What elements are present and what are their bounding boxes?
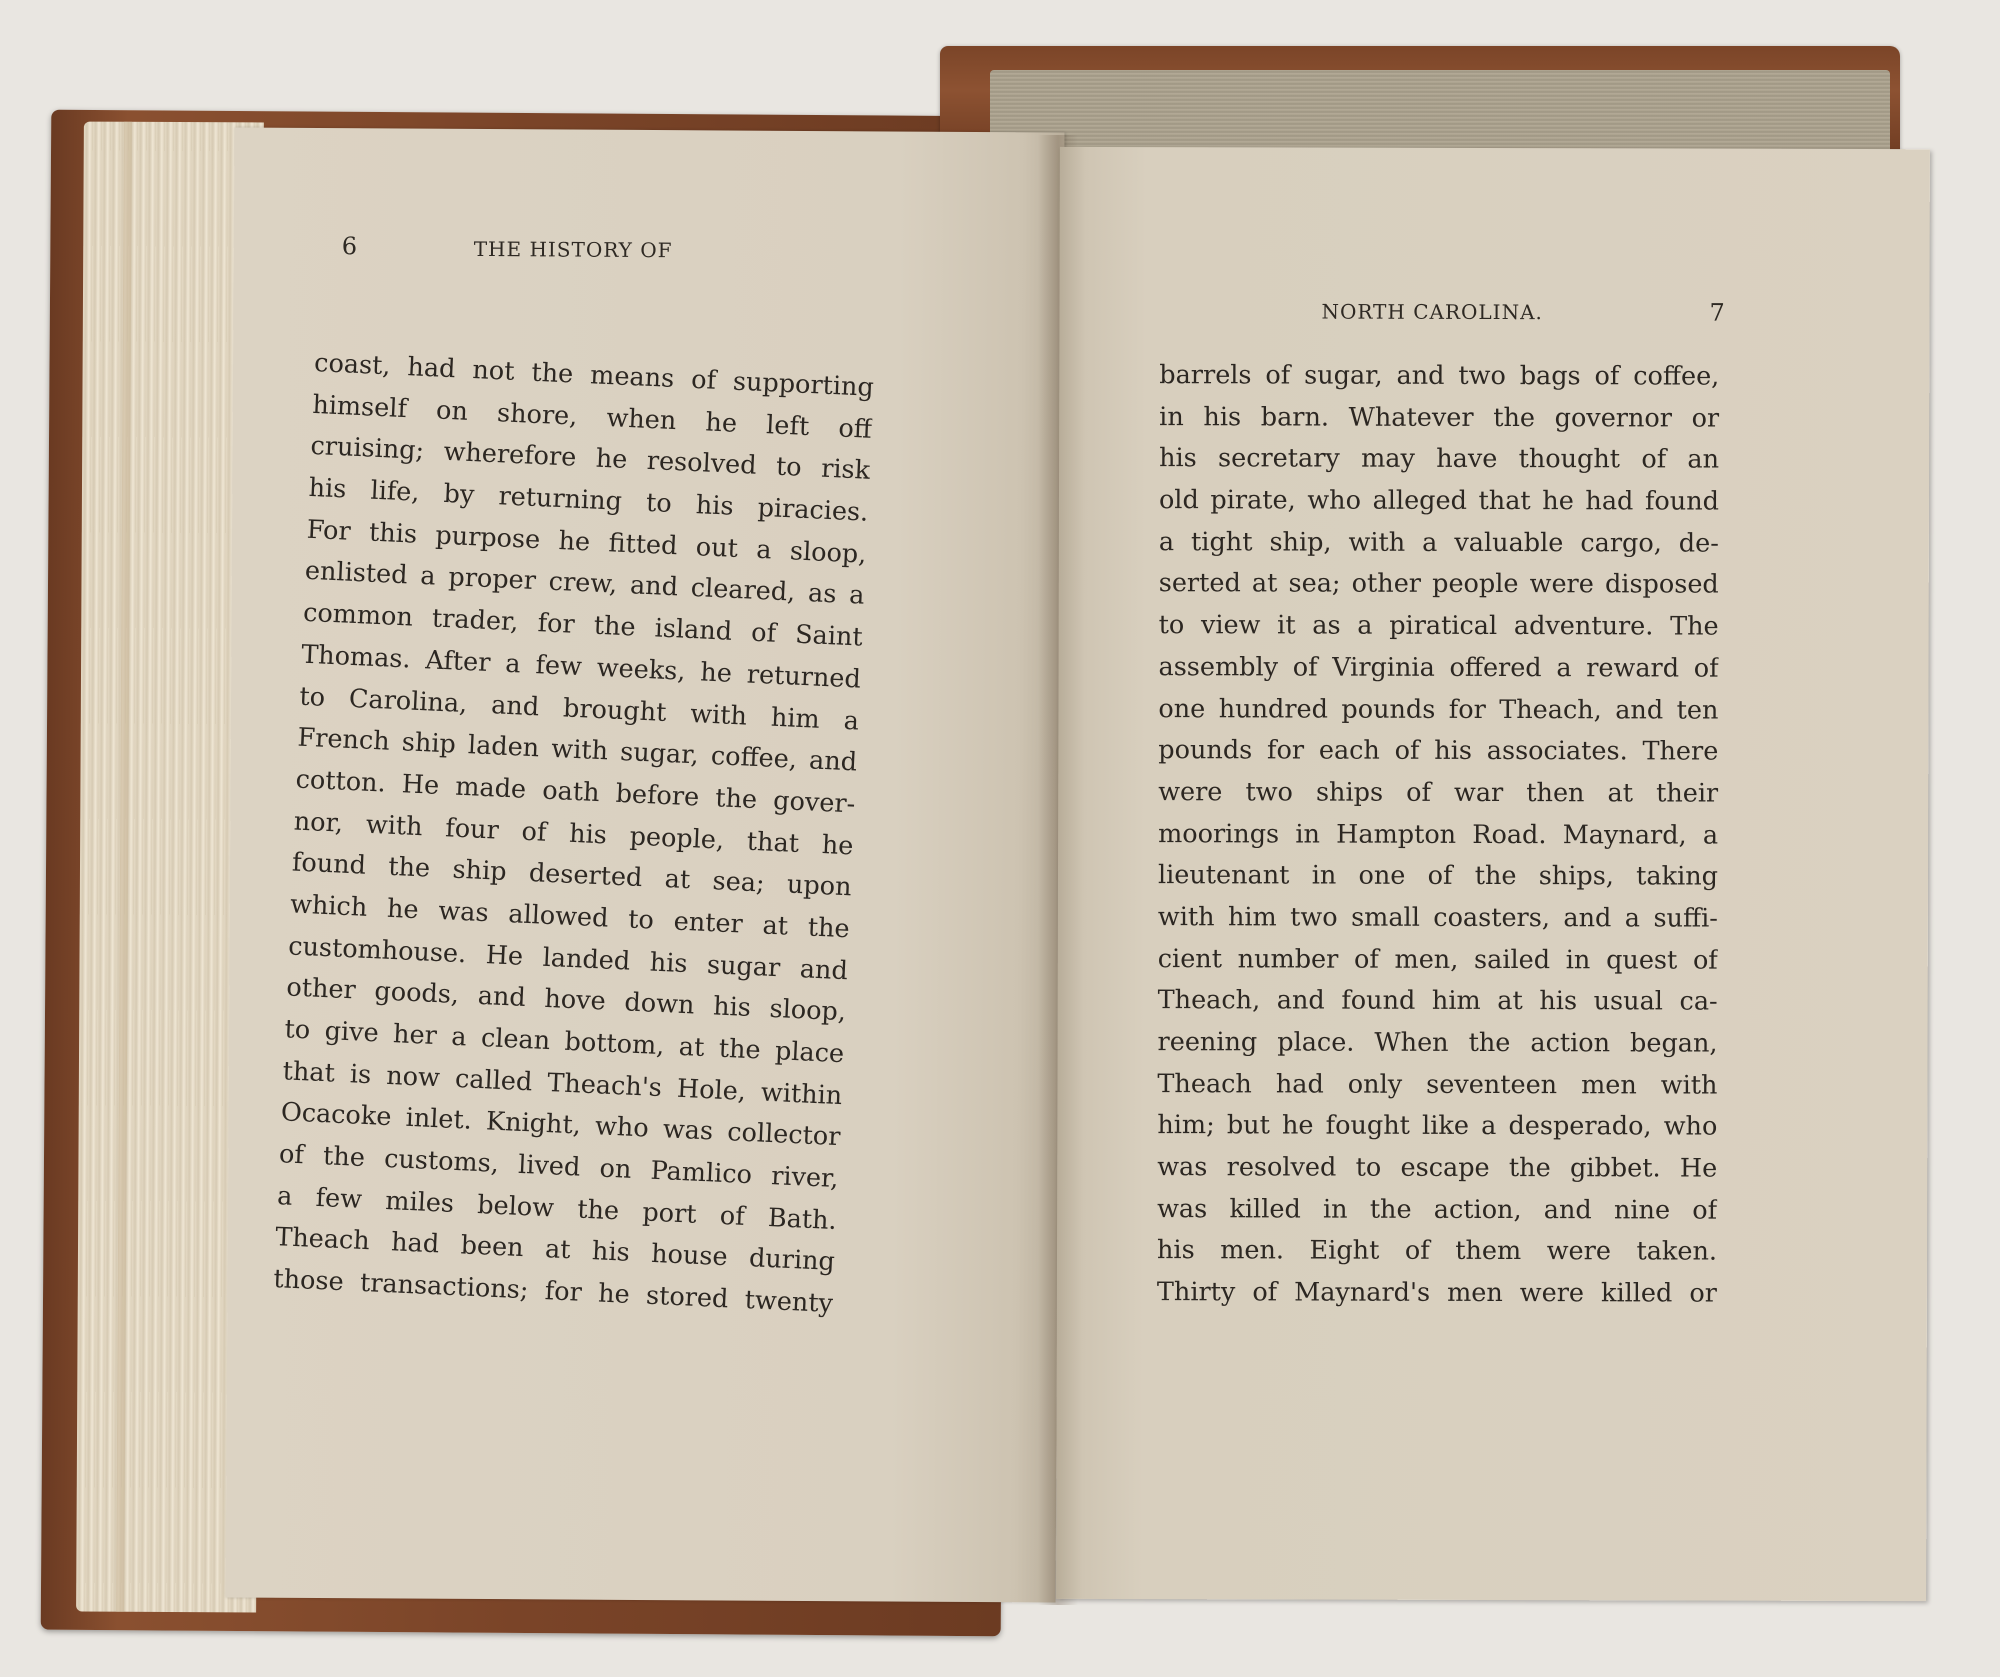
text-line: Ocacoke inlet. Knight, who was collector <box>280 1097 842 1153</box>
text-line: was killed in the action, and nine of <box>1157 1193 1718 1226</box>
text-line: assembly of Virginia offered a reward of <box>1158 651 1719 684</box>
text-line: cruising; wherefore he resolved to risk <box>309 431 871 487</box>
text-line: customhouse. He landed his sugar and <box>287 931 849 986</box>
text-line: coast, had not the means of supporting <box>313 347 875 403</box>
text-line: cient number of men, sailed in quest of <box>1157 943 1718 976</box>
text-line: Theach had been at his house during <box>274 1222 836 1278</box>
right-page-edges <box>990 70 1890 150</box>
text-line: that is now called Theach's Hole, within <box>282 1055 843 1111</box>
text-line: French ship laden with sugar, coffee, and <box>296 722 858 778</box>
text-line: lieutenant in one of the ships, taking <box>1157 860 1719 892</box>
right-running-head: NORTH CAROLINA. <box>1321 299 1543 325</box>
text-line: common trader, for the island of Saint <box>302 597 864 653</box>
text-line: Thirty of Maynard's men were killed or <box>1156 1277 1717 1309</box>
text-line: found the ship deserted at sea; upon <box>291 847 853 903</box>
text-line: enlisted a proper crew, and cleared, as a <box>304 556 866 612</box>
text-line: in his barn. Whatever the governor or <box>1159 401 1720 434</box>
left-running-head: THE HISTORY OF <box>473 236 673 263</box>
text-line: were two ships of war then at their <box>1158 776 1719 809</box>
text-line: to give her a clean bottom, at the place <box>283 1014 845 1070</box>
text-line: one hundred pounds for Theach, and ten <box>1158 693 1719 726</box>
text-line: a few miles below the port of Bath. <box>276 1180 838 1236</box>
text-line: moorings in Hampton Road. Maynard, a <box>1158 818 1719 851</box>
text-line: was resolved to escape the gibbet. He <box>1157 1152 1718 1184</box>
left-page-text <box>273 343 875 1326</box>
text-line: a tight ship, with a valuable cargo, de- <box>1158 526 1719 559</box>
text-line: his life, by returning to his piracies. <box>308 472 869 528</box>
text-line: those transactions; for he stored twenty <box>272 1264 834 1320</box>
right-page-text <box>1157 355 1720 1315</box>
left-page <box>226 127 1065 1602</box>
left-page-number: 6 <box>341 232 358 261</box>
text-line: to view it as a piratical adventure. The <box>1158 610 1719 642</box>
right-page <box>1056 147 1930 1601</box>
text-line: For this purpose he fitted out a sloop, <box>306 514 867 570</box>
text-line: nor, with four of his people, that he <box>293 806 855 861</box>
text-line: cotton. He made oath before the gover- <box>295 764 856 820</box>
text-line: other goods, and hove down his sloop, <box>285 972 847 1028</box>
text-line: to Carolina, and brought with him a <box>298 681 860 737</box>
text-line: his men. Eight of them were taken. <box>1156 1235 1718 1268</box>
text-line: serted at sea; other people were disposed <box>1158 568 1719 601</box>
text-line: reening place. When the action began, <box>1157 1027 1718 1059</box>
text-line: Theach had only seventeen men with <box>1157 1068 1718 1101</box>
text-line: which he was allowed to enter at the <box>289 889 851 945</box>
text-line: Thomas. After a few weeks, he returned <box>300 639 862 695</box>
right-page-number: 7 <box>1709 298 1725 327</box>
text-line: with him two small coasters, and a suffi- <box>1157 902 1718 934</box>
text-line: himself on shore, when he left off <box>311 389 873 445</box>
text-line: him; but he fought like a desperado, who <box>1157 1110 1718 1142</box>
text-line: of the customs, lived on Pamlico river, <box>278 1139 840 1195</box>
text-line: barrels of sugar, and two bags of coffee, <box>1159 360 1720 392</box>
text-line: old pirate, who alleged that he had found <box>1158 485 1720 517</box>
text-line: Theach, and found him at his usual ca- <box>1157 985 1718 1017</box>
text-line: pounds for each of his associates. There <box>1158 735 1719 767</box>
text-line: his secretary may have thought of an <box>1159 443 1720 475</box>
